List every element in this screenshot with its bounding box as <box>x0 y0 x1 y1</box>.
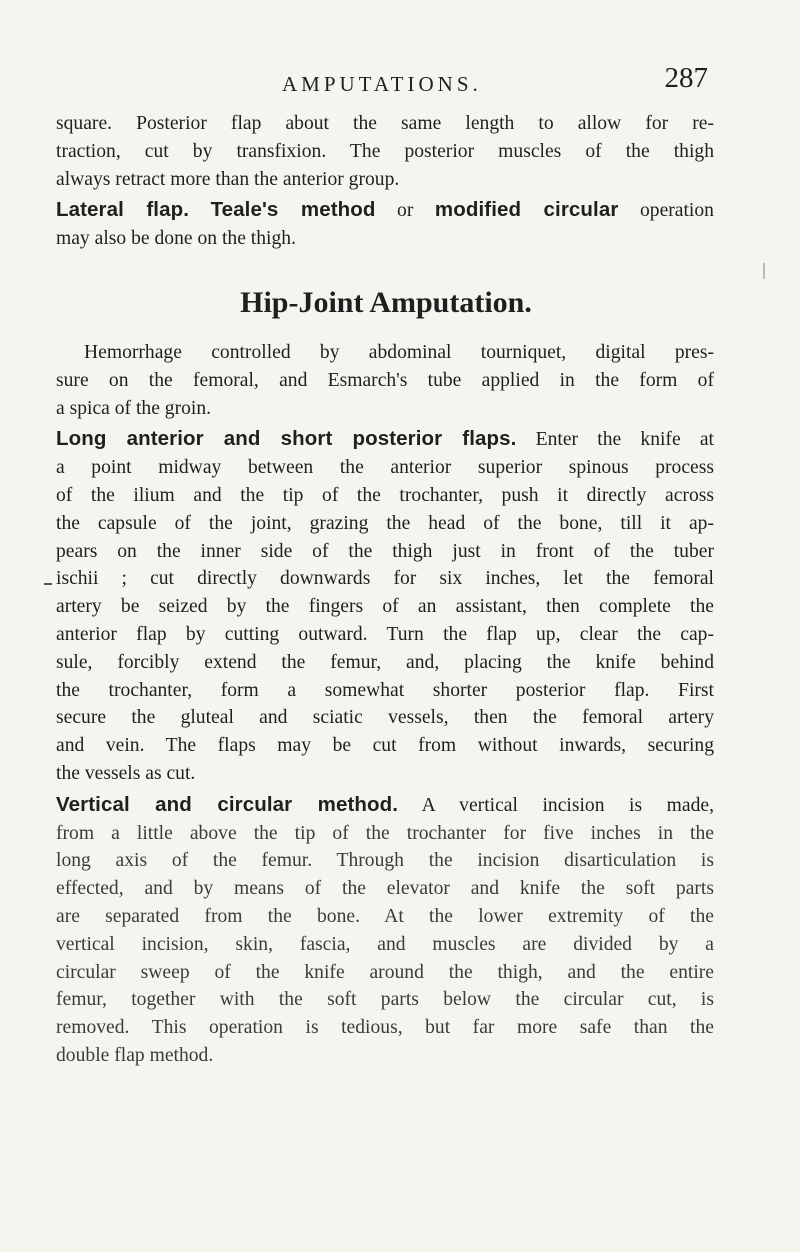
text-line: sule, forcibly extend the femur, and, placing the knife behind <box>56 651 714 673</box>
page-number: 287 <box>664 62 708 94</box>
text-or: or <box>375 200 435 222</box>
text-line: artery be seized by the fingers of an assistant, then complete the <box>56 596 714 618</box>
text-line: anterior flap by cutting outward. Turn the flap up, clear the cap- <box>56 623 714 645</box>
text-line: traction, cut by transfixion. The posterior muscles of the thigh <box>56 140 714 162</box>
paragraph-long-anterior-line <box>56 422 714 454</box>
text-line: of the ilium and the tip of the trochanter, push it directly across <box>56 484 714 506</box>
text-line: are separated from the bone. At the lower extremity of the <box>56 905 714 927</box>
running-title: AMPUTATIONS. <box>282 72 482 96</box>
text-enter-knife: Enter the knife at <box>516 429 714 451</box>
text-line: may also be done on the thigh. <box>56 228 296 250</box>
body-text <box>56 110 714 1070</box>
text-line: sure on the femoral, and Esmarch's tube applied in the form of <box>56 369 714 391</box>
lead-teales-method: Teale's method <box>210 198 376 222</box>
text-line: the capsule of the joint, grazing the head of the bone, till it ap- <box>56 512 714 534</box>
text-vertical-incision: A vertical incision is made, <box>398 794 714 816</box>
print-speck <box>44 583 52 585</box>
text-line: secure the gluteal and sciatic vessels, then the femoral artery <box>56 707 714 729</box>
text-line: long axis of the femur. Through the incision disarticulation is <box>56 850 714 872</box>
text-line: femur, together with the soft parts below the circular cut, is <box>56 989 714 1011</box>
paragraph-lateral-flap-line <box>56 193 714 225</box>
lead-long-anterior-short-posterior: Long anterior and short posterior flaps. <box>56 427 517 451</box>
text-line: circular sweep of the knife around the thigh, and the entire <box>56 961 714 983</box>
text-line: square. Posterior flap about the same length to allow for re- <box>56 113 714 134</box>
paragraph-vertical-circular-line <box>56 788 714 820</box>
text-line: pears on the inner side of the thigh just in front of the tuber <box>56 540 714 562</box>
lead-modified-circular: modified circular <box>434 198 619 222</box>
text-line: a point midway between the anterior superior spinous process <box>56 457 714 479</box>
text-operation: operation <box>618 200 714 222</box>
text-line: and vein. The flaps may be cut from without inwards, securing <box>56 735 714 757</box>
text-line: a spica of the groin. <box>56 397 212 419</box>
text-line: effected, and by means of the elevator and knife the soft parts <box>56 878 714 900</box>
text-line: from a little above the tip of the trochanter for five inches in the <box>56 822 714 844</box>
section-heading: Hip-Joint Amputation. <box>240 285 532 319</box>
print-speck <box>763 263 765 279</box>
lead-lateral-flap: Lateral flap. <box>56 198 190 222</box>
text-line: double flap method. <box>56 1044 214 1066</box>
text-line: always retract more than the anterior group. <box>56 168 400 190</box>
text-line: the trochanter, form a somewhat shorter posterior flap. First <box>56 679 714 701</box>
lead-vertical-circular-method: Vertical and circular method. <box>56 792 399 816</box>
text-line: vertical incision, skin, fascia, and muscles are divided by a <box>56 933 714 955</box>
text-line: ischii ; cut directly downwards for six inches, let the femoral <box>56 568 714 590</box>
text-line: Hemorrhage controlled by abdominal tourniquet, digital pres- <box>84 341 714 363</box>
running-head <box>282 62 712 102</box>
text-line: removed. This operation is tedious, but far more safe than the <box>56 1017 714 1039</box>
text-line: the vessels as cut. <box>56 762 196 784</box>
